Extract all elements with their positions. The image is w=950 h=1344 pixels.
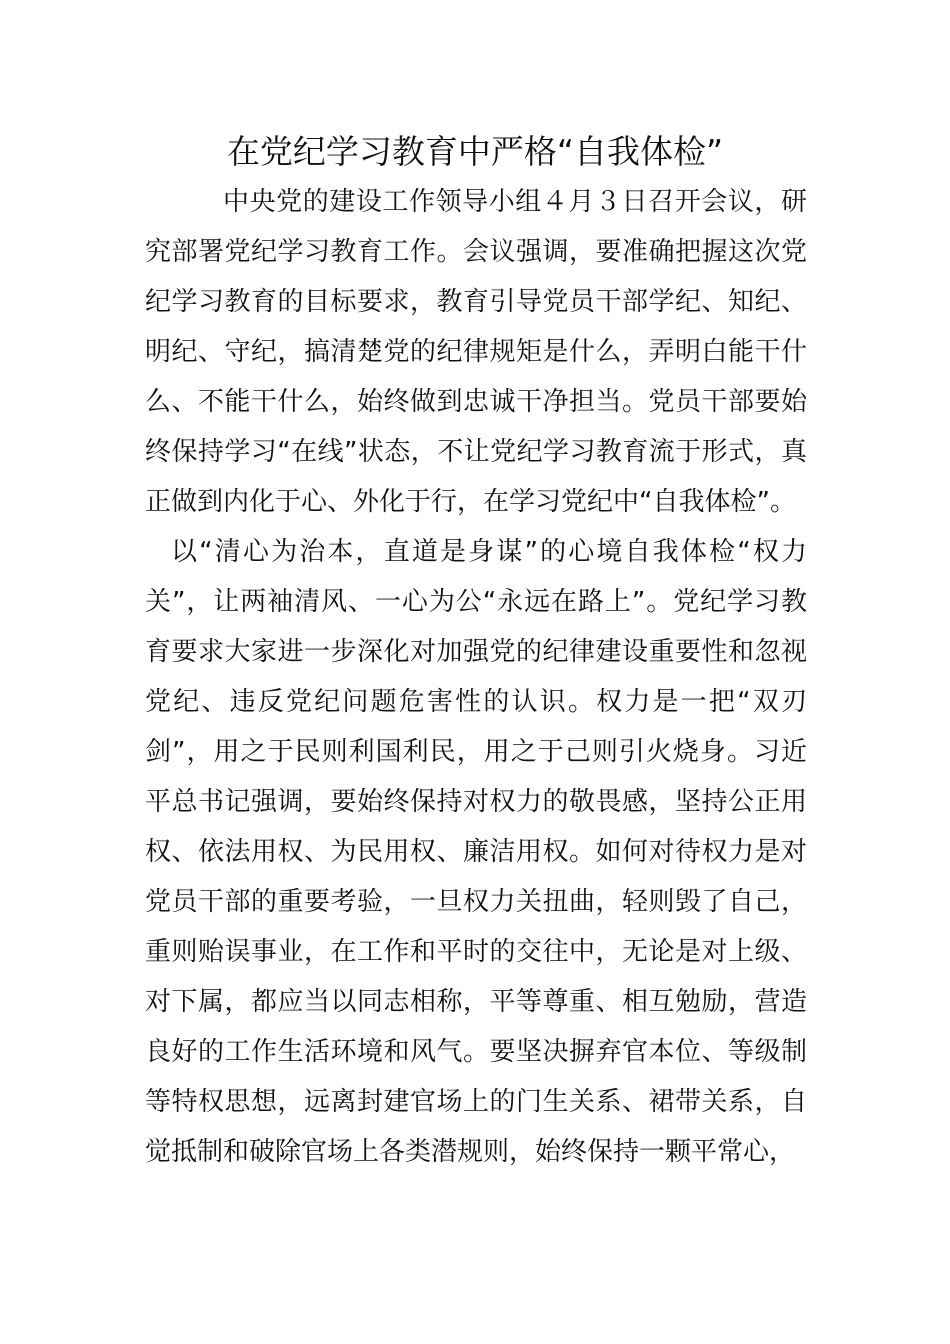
document-title: 在党纪学习教育中严格“自我体检” <box>226 132 724 171</box>
document-body <box>145 177 807 1177</box>
paragraph-2: 以“清心为治本，直道是身谋”的心境自我体检“权力关”，让两袖清风、一心为公“永远在路上”。党纪学习教育要求大家进一步深化对加强党的纪律建设重要性和忽视党纪、违反党纪问题危害性的认识。权力是一把“双刃剑”，用之于民则利国利民，用之于己则引火烧身。习近平总书记强调，要始终保持对权力的敬畏感，坚持公正用权、依法用权、为民用权、廉洁用权。如何对待权力是对党员干部的重要考验，一旦权力关扭曲，轻则毁了自己，重则贻误事业，在工作和平时的交往中，无论是对上级、对下属，都应当以同志相称，平等尊重、相互勉励，营造良好的工作生活环境和风气。要坚决摒弃官本位、等级制等特权思想，远离封建官场上的门生关系、裙带关系，自觉抵制和破除官场上各类潜规则，始终保持一颗平常心， <box>145 537 807 1167</box>
paragraph-1: 中央党的建设工作领导小组４月３日召开会议，研究部署党纪学习教育工作。会议强调，要准确把握这次党纪学习教育的目标要求，教育引导党员干部学纪、知纪、明纪、守纪，搞清楚党的纪律规矩是什么，弄明白能干什么、不能干什么，始终做到忠诚干净担当。党员干部要始终保持学习“在线”状态，不让党纪学习教育流于形式，真正做到内化于心、外化于行，在学习党纪中“自我体检”。 <box>145 187 807 517</box>
